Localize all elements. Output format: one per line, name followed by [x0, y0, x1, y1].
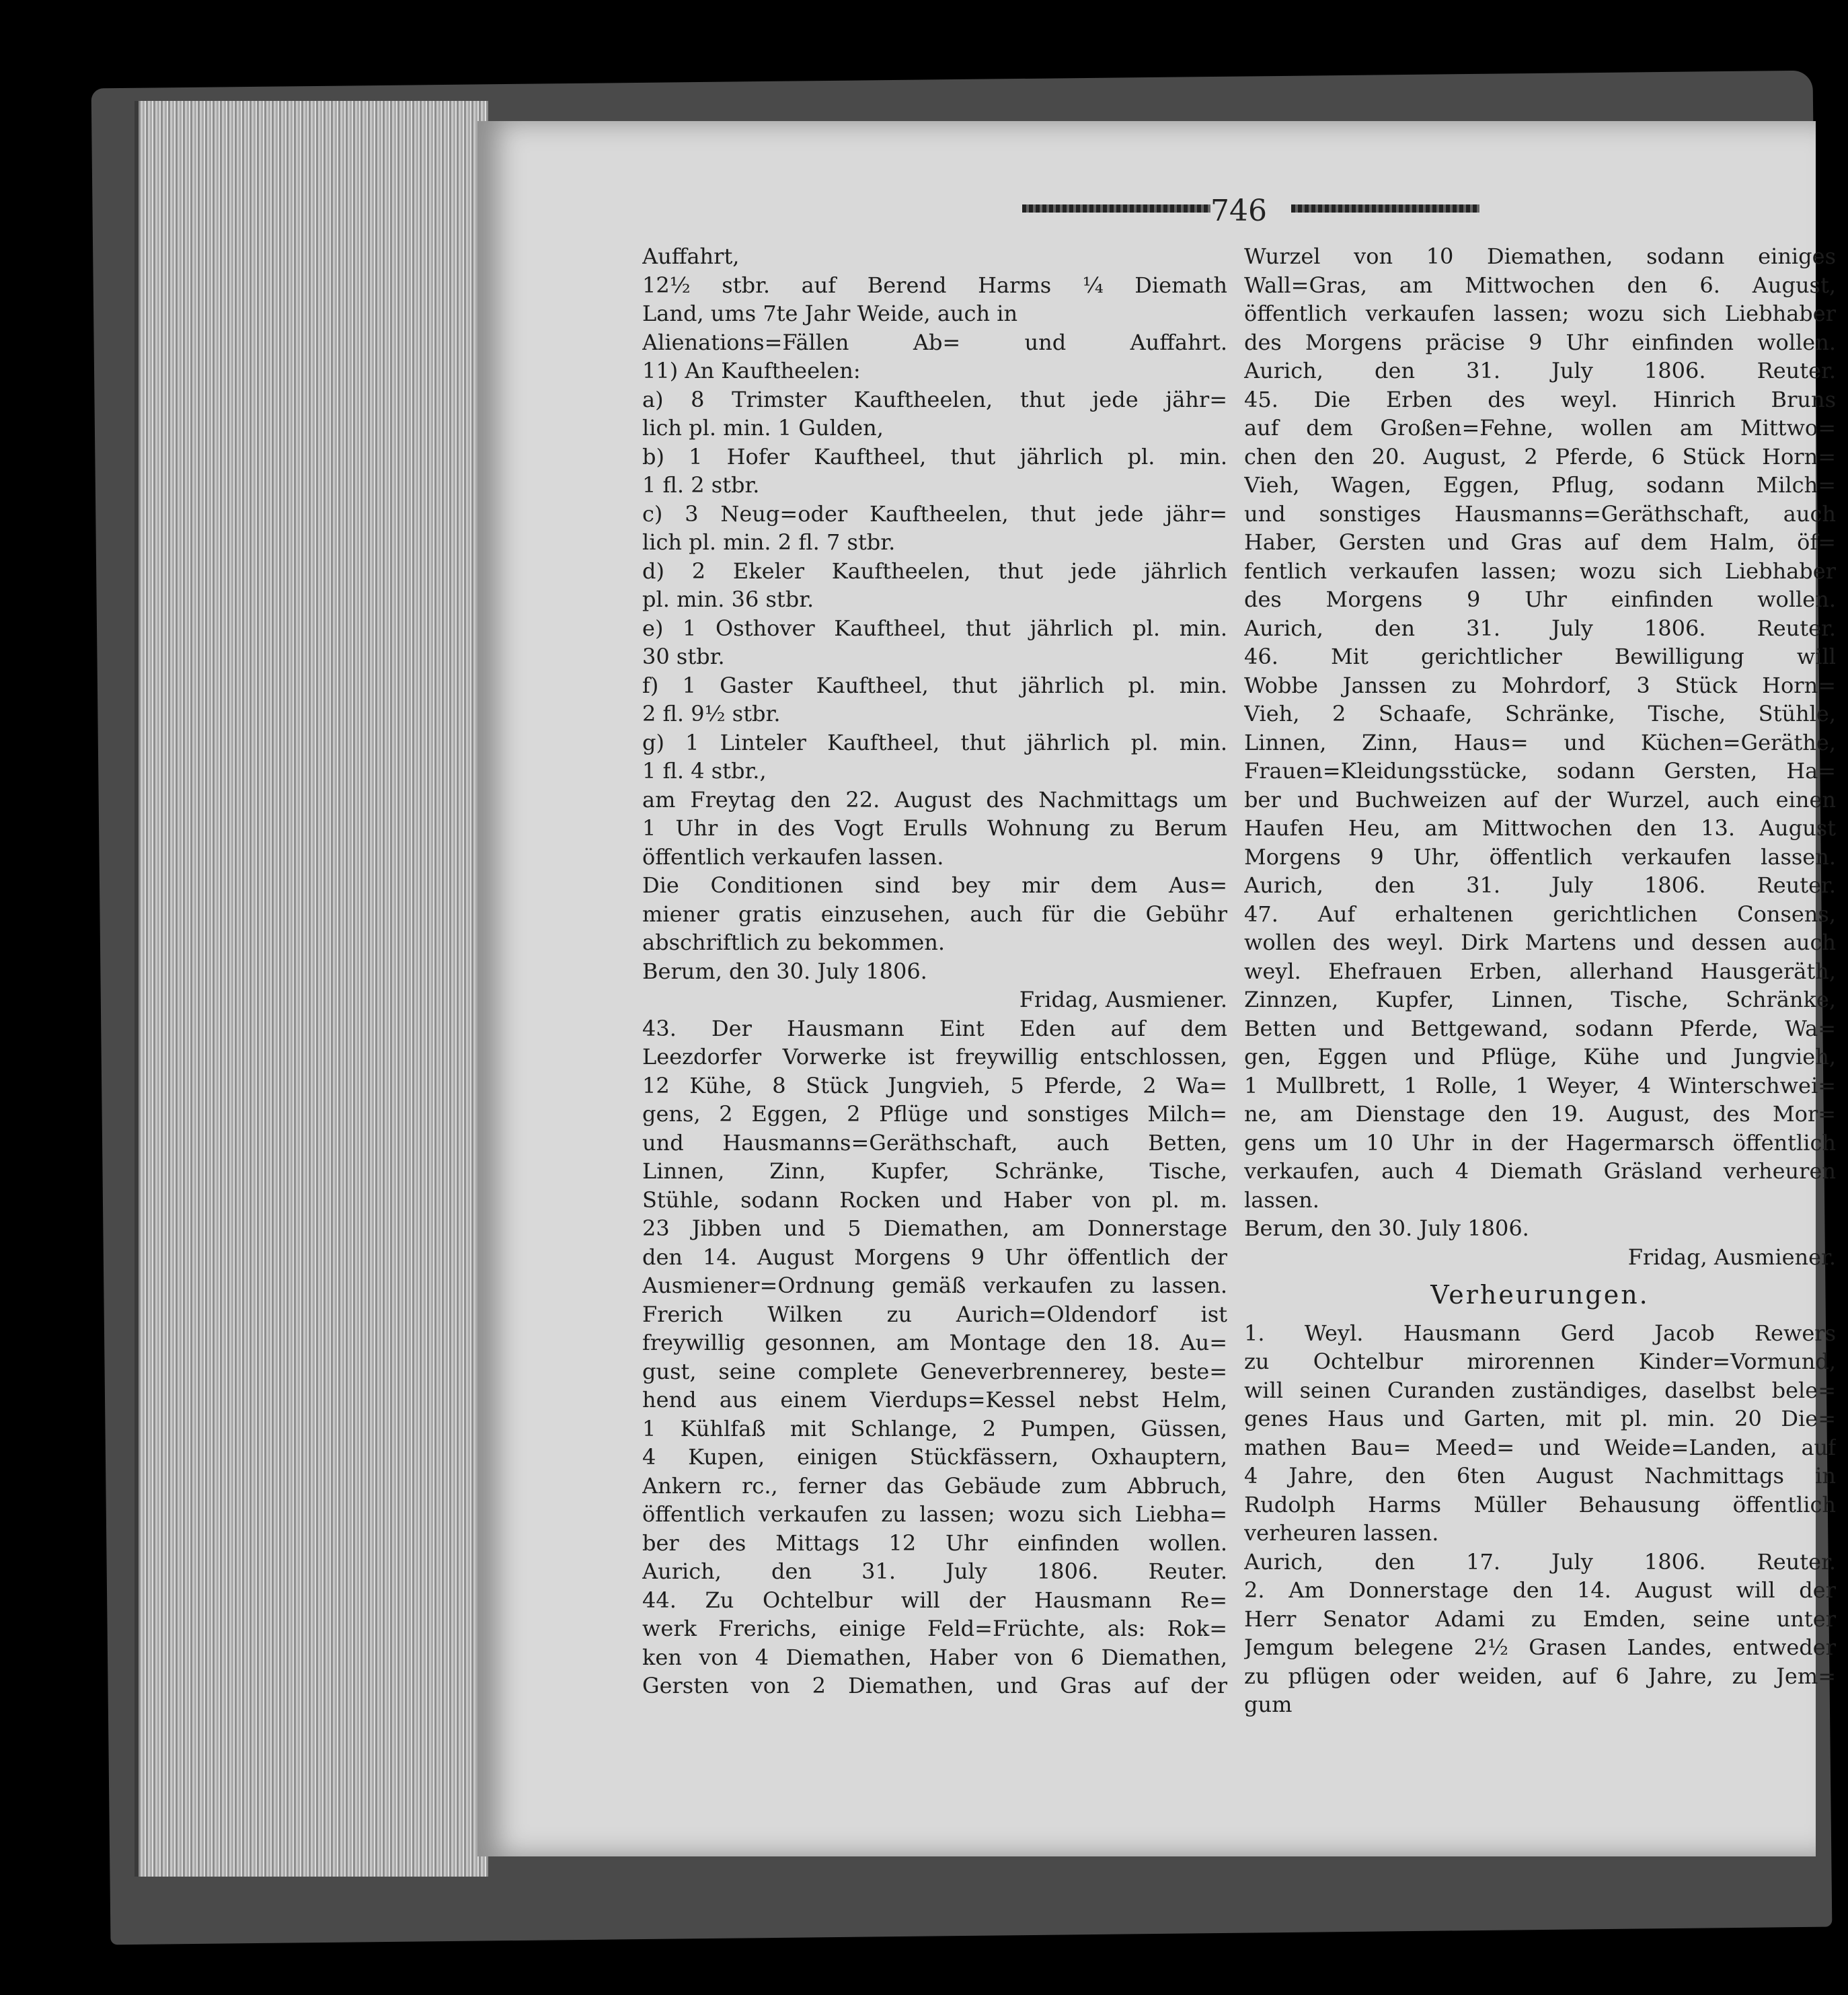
text-line: Aurich, den 31. July 1806. Reuter.: [1244, 615, 1836, 641]
text-line: 12 Kühe, 8 Stück Jungvieh, 5 Pferde, 2 Wa=: [642, 1072, 1227, 1098]
text-line: mathen Bau= Meed= und Weide=Landen, auf: [1244, 1434, 1836, 1460]
text-line: Frauen=Kleidungsstücke, sodann Gersten, Ha=: [1244, 758, 1836, 784]
text-line: lich pl. min. 2 fl. 7 stbr.: [642, 529, 896, 555]
text-line: lassen.: [1244, 1187, 1319, 1213]
text-line: Jemgum belegene 2½ Grasen Landes, entweder: [1244, 1634, 1836, 1660]
text-line: ber des Mittags 12 Uhr einfinden wollen.: [642, 1530, 1227, 1556]
text-line: zu pflügen oder weiden, auf 6 Jahre, zu Jem=: [1244, 1663, 1836, 1689]
text-line: Aurich, den 31. July 1806. Reuter.: [1244, 358, 1836, 383]
text-line: Auffahrt,: [642, 243, 740, 269]
text-line: Fridag, Ausmiener.: [1627, 1244, 1836, 1270]
text-line: Linnen, Zinn, Kupfer, Schränke, Tische,: [642, 1158, 1227, 1184]
text-line: verkaufen, auch 4 Diemath Gräsland verheuren: [1244, 1158, 1836, 1184]
text-line: wollen des weyl. Dirk Martens und dessen auch: [1244, 930, 1836, 955]
page-number: 746: [1210, 194, 1267, 228]
text-line: Wurzel von 10 Diemathen, sodann einiges: [1244, 243, 1836, 269]
text-line: Land, ums 7te Jahr Weide, auch in: [642, 301, 1018, 326]
text-line: am Freytag den 22. August des Nachmittags um: [642, 786, 1227, 813]
decorative-rule-left: [1022, 204, 1210, 213]
text-line: Haber, Gersten und Gras auf dem Halm, öf=: [1244, 529, 1836, 555]
text-line: 1 Kühlfaß mit Schlange, 2 Pumpen, Güssen,: [642, 1415, 1227, 1441]
text-line: hend aus einem Vierdups=Kessel nebst Helm,: [642, 1387, 1227, 1413]
text-line: Linnen, Zinn, Haus= und Küchen=Geräthe,: [1244, 729, 1836, 755]
text-line: öffentlich verkaufen lassen; wozu sich Liebhaber: [1244, 301, 1836, 326]
text-line: 1 Mullbrett, 1 Rolle, 1 Weyer, 4 Winterschwei=: [1244, 1072, 1836, 1098]
text-line: 1 Uhr in des Vogt Erulls Wohnung zu Berum: [642, 815, 1227, 841]
text-line: abschriftlich zu bekommen.: [642, 930, 946, 955]
text-line: genes Haus und Garten, mit pl. min. 20 Die=: [1244, 1406, 1836, 1431]
text-line: Morgens 9 Uhr, öffentlich verkaufen lassen.: [1244, 843, 1836, 870]
text-line: 43. Der Hausmann Eint Eden auf dem: [642, 1015, 1227, 1041]
text-line: öffentlich verkaufen lassen.: [642, 843, 944, 870]
text-line: ne, am Dienstage den 19. August, des Mor=: [1244, 1101, 1836, 1127]
text-line: 1 fl. 4 stbr.,: [642, 758, 767, 784]
text-line: Ankern rc., ferner das Gebäude zum Abbruch,: [642, 1472, 1227, 1499]
text-line: Berum, den 30. July 1806.: [642, 958, 927, 984]
page-edges: [134, 101, 488, 1877]
text-line: Fridag, Ausmiener.: [1019, 987, 1227, 1012]
text-line: Berum, den 30. July 1806.: [1244, 1215, 1529, 1241]
text-line: a) 8 Trimster Kauftheelen, thut jede jähr=: [642, 386, 1227, 412]
text-line: 11) An Kauftheelen:: [642, 358, 861, 383]
text-line: öffentlich verkaufen zu lassen; wozu sich Liebha=: [642, 1501, 1227, 1527]
text-line: Alienations=Fällen Ab= und Auffahrt.: [642, 329, 1227, 355]
text-line: Gersten von 2 Diemathen, und Gras auf der: [642, 1673, 1227, 1698]
text-line: Aurich, den 31. July 1806. Reuter.: [1244, 872, 1836, 898]
text-line: chen den 20. August, 2 Pferde, 6 Stück Horn=: [1244, 443, 1836, 469]
text-line: auf dem Großen=Fehne, wollen am Mittwo=: [1244, 415, 1836, 441]
text-line: Wobbe Janssen zu Mohrdorf, 3 Stück Horn=: [1244, 672, 1836, 698]
text-line: Die Conditionen sind bey mir dem Aus=: [642, 872, 1227, 898]
text-line: e) 1 Osthover Kauftheel, thut jährlich pl. min.: [642, 615, 1227, 641]
text-line: werk Frerichs, einige Feld=Früchte, als: Rok=: [642, 1616, 1227, 1641]
text-line: lich pl. min. 1 Gulden,: [642, 415, 884, 441]
right-text-column: [1244, 242, 1836, 1719]
text-line: will seinen Curanden zuständiges, daselbst bele=: [1244, 1377, 1836, 1403]
text-line: 2. Am Donnerstage den 14. August will der: [1244, 1577, 1836, 1603]
text-line: Herr Senator Adami zu Emden, seine unter: [1244, 1606, 1836, 1632]
text-line: 47. Auf erhaltenen gerichtlichen Consens,: [1244, 901, 1836, 927]
text-line: b) 1 Hofer Kauftheel, thut jährlich pl. min.: [642, 443, 1227, 469]
section-heading: Verheurungen.: [1430, 1281, 1650, 1310]
text-line: gens, 2 Eggen, 2 Pflüge und sonstiges Milch=: [642, 1101, 1227, 1127]
text-line: Rudolph Harms Müller Behausung öffentlich: [1244, 1491, 1836, 1517]
text-line: c) 3 Neug=oder Kauftheelen, thut jede jähr=: [642, 500, 1227, 527]
text-line: gust, seine complete Geneverbrennerey, beste=: [642, 1358, 1227, 1384]
text-line: zu Ochtelbur mirorennen Kinder=Vormund,: [1244, 1349, 1836, 1374]
text-line: 45. Die Erben des weyl. Hinrich Bruns: [1244, 386, 1836, 412]
text-line: ken von 4 Diemathen, Haber von 6 Diemathen,: [642, 1644, 1227, 1670]
text-line: des Morgens präcise 9 Uhr einfinden wollen.: [1244, 329, 1836, 355]
text-line: Frerich Wilken zu Aurich=Oldendorf ist: [642, 1301, 1227, 1327]
text-line: 12½ stbr. auf Berend Harms ¼ Diemath: [642, 272, 1227, 298]
text-line: Stühle, sodann Rocken und Haber von pl. m.: [642, 1187, 1227, 1213]
text-line: 44. Zu Ochtelbur will der Hausmann Re=: [642, 1587, 1227, 1613]
text-line: den 14. August Morgens 9 Uhr öffentlich der: [642, 1244, 1227, 1270]
text-line: Leezdorfer Vorwerke ist freywillig entschlossen,: [642, 1044, 1227, 1069]
text-line: f) 1 Gaster Kauftheel, thut jährlich pl. min.: [642, 672, 1227, 698]
text-line: pl. min. 36 stbr.: [642, 587, 814, 612]
text-line: 1. Weyl. Hausmann Gerd Jacob Rewers: [1244, 1320, 1836, 1346]
text-line: Wall=Gras, am Mittwochen den 6. August,: [1244, 272, 1836, 298]
left-text-column: [642, 242, 1227, 1700]
text-line: 4 Kupen, einigen Stückfässern, Oxhauptern,: [642, 1444, 1227, 1470]
text-line: verheuren lassen.: [1244, 1520, 1439, 1546]
text-line: gens um 10 Uhr in der Hagermarsch öffentlich: [1244, 1129, 1836, 1156]
decorative-rule-right: [1291, 204, 1479, 213]
text-line: 4 Jahre, den 6ten August Nachmittags in: [1244, 1463, 1836, 1489]
text-line: freywillig gesonnen, am Montage den 18. Au=: [642, 1330, 1227, 1355]
text-line: ber und Buchweizen auf der Wurzel, auch einen: [1244, 786, 1836, 813]
text-line: weyl. Ehefrauen Erben, allerhand Hausgeräth,: [1244, 958, 1836, 984]
text-line: Haufen Heu, am Mittwochen den 13. August: [1244, 815, 1836, 841]
text-line: Zinnzen, Kupfer, Linnen, Tische, Schränke,: [1244, 987, 1836, 1012]
text-line: 23 Jibben und 5 Diemathen, am Donnerstage: [642, 1215, 1227, 1241]
text-line: Vieh, Wagen, Eggen, Pflug, sodann Milch=: [1244, 472, 1836, 498]
text-line: und Hausmanns=Geräthschaft, auch Betten,: [642, 1129, 1227, 1156]
text-line: 1 fl. 2 stbr.: [642, 472, 760, 498]
text-line: gum: [1244, 1692, 1293, 1717]
text-line: Ausmiener=Ordnung gemäß verkaufen zu lassen.: [642, 1273, 1227, 1298]
text-line: d) 2 Ekeler Kauftheelen, thut jede jährlich: [642, 558, 1227, 584]
text-line: g) 1 Linteler Kauftheel, thut jährlich pl. min.: [642, 729, 1227, 755]
text-line: des Morgens 9 Uhr einfinden wollen.: [1244, 587, 1836, 612]
text-line: fentlich verkaufen lassen; wozu sich Liebhaber: [1244, 558, 1836, 584]
text-line: Aurich, den 31. July 1806. Reuter.: [642, 1558, 1227, 1584]
text-line: 2 fl. 9½ stbr.: [642, 701, 781, 726]
text-line: Vieh, 2 Schaafe, Schränke, Tische, Stühle,: [1244, 701, 1836, 726]
text-line: 46. Mit gerichtlicher Bewilligung will: [1244, 644, 1836, 669]
text-line: Betten und Bettgewand, sodann Pferde, Wa=: [1244, 1015, 1836, 1041]
text-line: miener gratis einzusehen, auch für die Gebühr: [642, 901, 1227, 927]
text-line: und sonstiges Hausmanns=Geräthschaft, auch: [1244, 500, 1836, 527]
text-line: 30 stbr.: [642, 644, 725, 669]
text-line: gen, Eggen und Pflüge, Kühe und Jungvieh,: [1244, 1044, 1836, 1069]
text-line: Aurich, den 17. July 1806. Reuter.: [1244, 1548, 1836, 1575]
